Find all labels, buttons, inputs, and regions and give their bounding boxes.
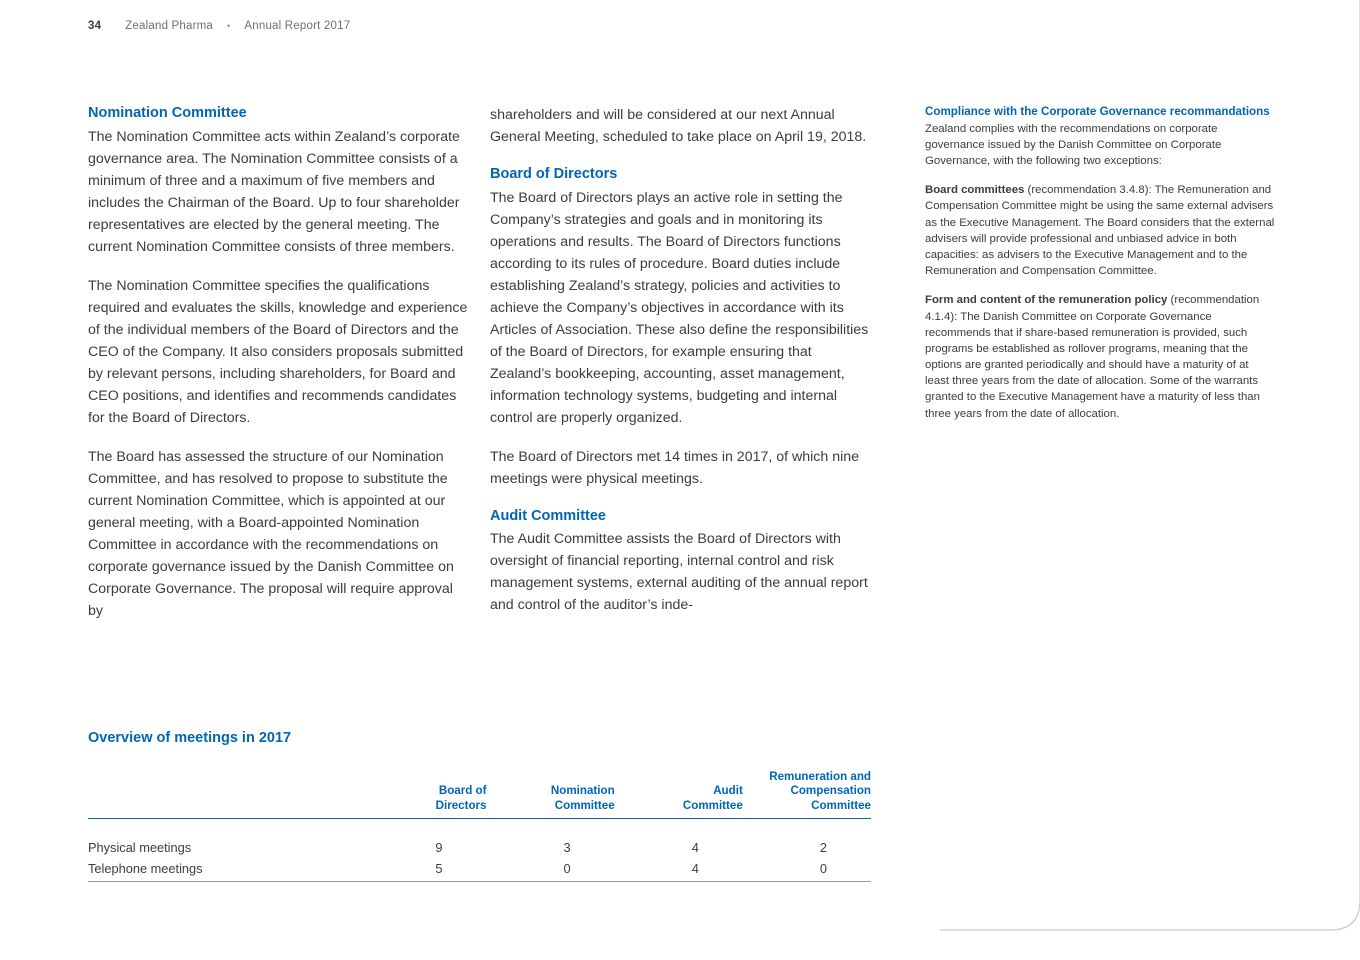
header-line: Nomination <box>550 784 615 798</box>
paragraph: Zealand complies with the recommendations on corporate governance issued by the Danish Committee on Corporate Governance, with the following two exceptions: <box>925 122 1222 168</box>
cell-value: 2 <box>819 840 827 856</box>
row-label: Physical meetings <box>88 840 192 856</box>
page-header <box>88 20 350 32</box>
table-corner-cell <box>88 770 358 819</box>
paragraph: The Board of Directors plays an active role in setting the Company’s strategies and goals and in monitoring its operations and results. The Board of Directors functions according to its rules of procedure. Board duties include establishing Zealand’s strategy, policies and activities to achieve the Company’s objectives in accordance with its Articles of Association. These also define the responsibilities of the Board of Directors, for example ensuring that Zealand’s bookkeeping, accounting, asset management, information technology systems, budgeting and internal control are properly organized. <box>490 189 869 426</box>
company-name: Zealand Pharma <box>125 20 214 32</box>
paragraph-remuneration-policy <box>925 292 1275 422</box>
column-header-board-of-directors <box>358 770 486 819</box>
cell-value: 9 <box>435 840 443 856</box>
paragraph-board-committees <box>925 182 1275 279</box>
meetings-overview-block <box>88 730 871 882</box>
header-line: Compensation <box>790 784 871 798</box>
column-header-nomination-committee <box>487 770 615 819</box>
heading-audit-committee: Audit Committee <box>490 507 606 524</box>
cell-value: 5 <box>358 858 486 882</box>
cell-value: 0 <box>743 858 871 882</box>
cell-value: 4 <box>615 858 743 882</box>
header-line: Committee <box>811 798 871 812</box>
paragraph: The Board has assessed the structure of our Nomination Committee, and has resolved to propose to substitute the current Nomination Committee, which is appointed at our general meeting, with a Board-appointed Nomination Committee in accordance with the recommendations on corporate governance issued by the Danish Committee on Corporate Governance. The proposal will require approval by <box>88 448 454 619</box>
heading-compliance: Compliance with the Corporate Governance recommandations <box>925 105 1270 118</box>
lead-in-board-committees: Board committees <box>925 184 1025 197</box>
column-left <box>88 104 470 622</box>
cell-value: 4 <box>691 840 699 856</box>
paragraph-text: (recommendation 4.1.4): The Danish Committee on Corporate Governance recommends that if share-based remuneration is provided, such programs be established as rollover programs, meaning that the options are granted periodically and should have a maturity of at least three years from the date of allocation. Some of the warrants granted to the Executive Management have a maturity of less than three years from the date of allocation. <box>925 294 1260 420</box>
paragraph: The Nomination Committee acts within Zealand’s corporate governance area. The Nomination Committee consists of a minimum of three and a maximum of five members and includes the Chairman of the Board. Up to four shareholder representatives are elected by the general meeting. The current Nomination Committee consists of three members. <box>88 128 460 255</box>
page-number: 34 <box>88 20 102 32</box>
table-row <box>88 819 871 859</box>
paragraph: The Board of Directors met 14 times in 2017, of which nine meetings were physical meetings. <box>490 448 860 487</box>
bullet-separator-icon: • <box>227 21 231 31</box>
paragraph-text: (recommendation 3.4.8): The Remuneration and Compensation Committee might be using the same external advisers as the Executive Management. The Board considers that the external advisers will provide professional and unbiased advice in both capacities: as advisers to the Executive Management and to the Remuneration and Compensation Committee. <box>925 184 1275 278</box>
header-line: Committee <box>554 798 615 812</box>
header-line: Board of <box>438 784 487 798</box>
table-row <box>88 858 871 882</box>
header-line: Directors <box>435 798 487 812</box>
cell-value: 0 <box>487 858 615 882</box>
header-line: Committee <box>682 798 743 812</box>
cell-value: 3 <box>563 840 571 856</box>
column-header-audit-committee <box>615 770 743 819</box>
document-title: Annual Report 2017 <box>244 20 351 32</box>
row-label: Telephone meetings <box>88 858 358 882</box>
column-header-remuneration-compensation-committee <box>743 770 871 819</box>
column-right <box>925 104 1275 422</box>
header-line: Audit <box>713 784 743 798</box>
heading-nomination-committee: Nomination Committee <box>88 105 247 121</box>
header-line: Remuneration and <box>769 770 871 783</box>
table-title: Overview of meetings in 2017 <box>88 730 292 746</box>
lead-in-remuneration-policy: Form and content of the remuneration policy <box>925 294 1168 307</box>
paragraph-continuation: shareholders and will be considered at our next Annual General Meeting, scheduled to take place on April 19, 2018. <box>490 107 867 145</box>
column-middle <box>490 104 872 616</box>
paragraph: The Nomination Committee specifies the qualifications required and evaluates the skills, knowledge and experience of the individual members of the Board of Directors and the CEO of the Company. It also considers proposals submitted by relevant persons, including shareholders, for Board and CEO positions, and identifies and recommends candidates for the Board of Directors. <box>88 277 468 426</box>
paragraph: The Audit Committee assists the Board of Directors with oversight of financial reporting, internal control and risk management systems, external auditing of the annual report and control of the auditor’s inde- <box>490 531 868 614</box>
meetings-table <box>88 770 871 882</box>
heading-board-of-directors: Board of Directors <box>490 166 618 182</box>
